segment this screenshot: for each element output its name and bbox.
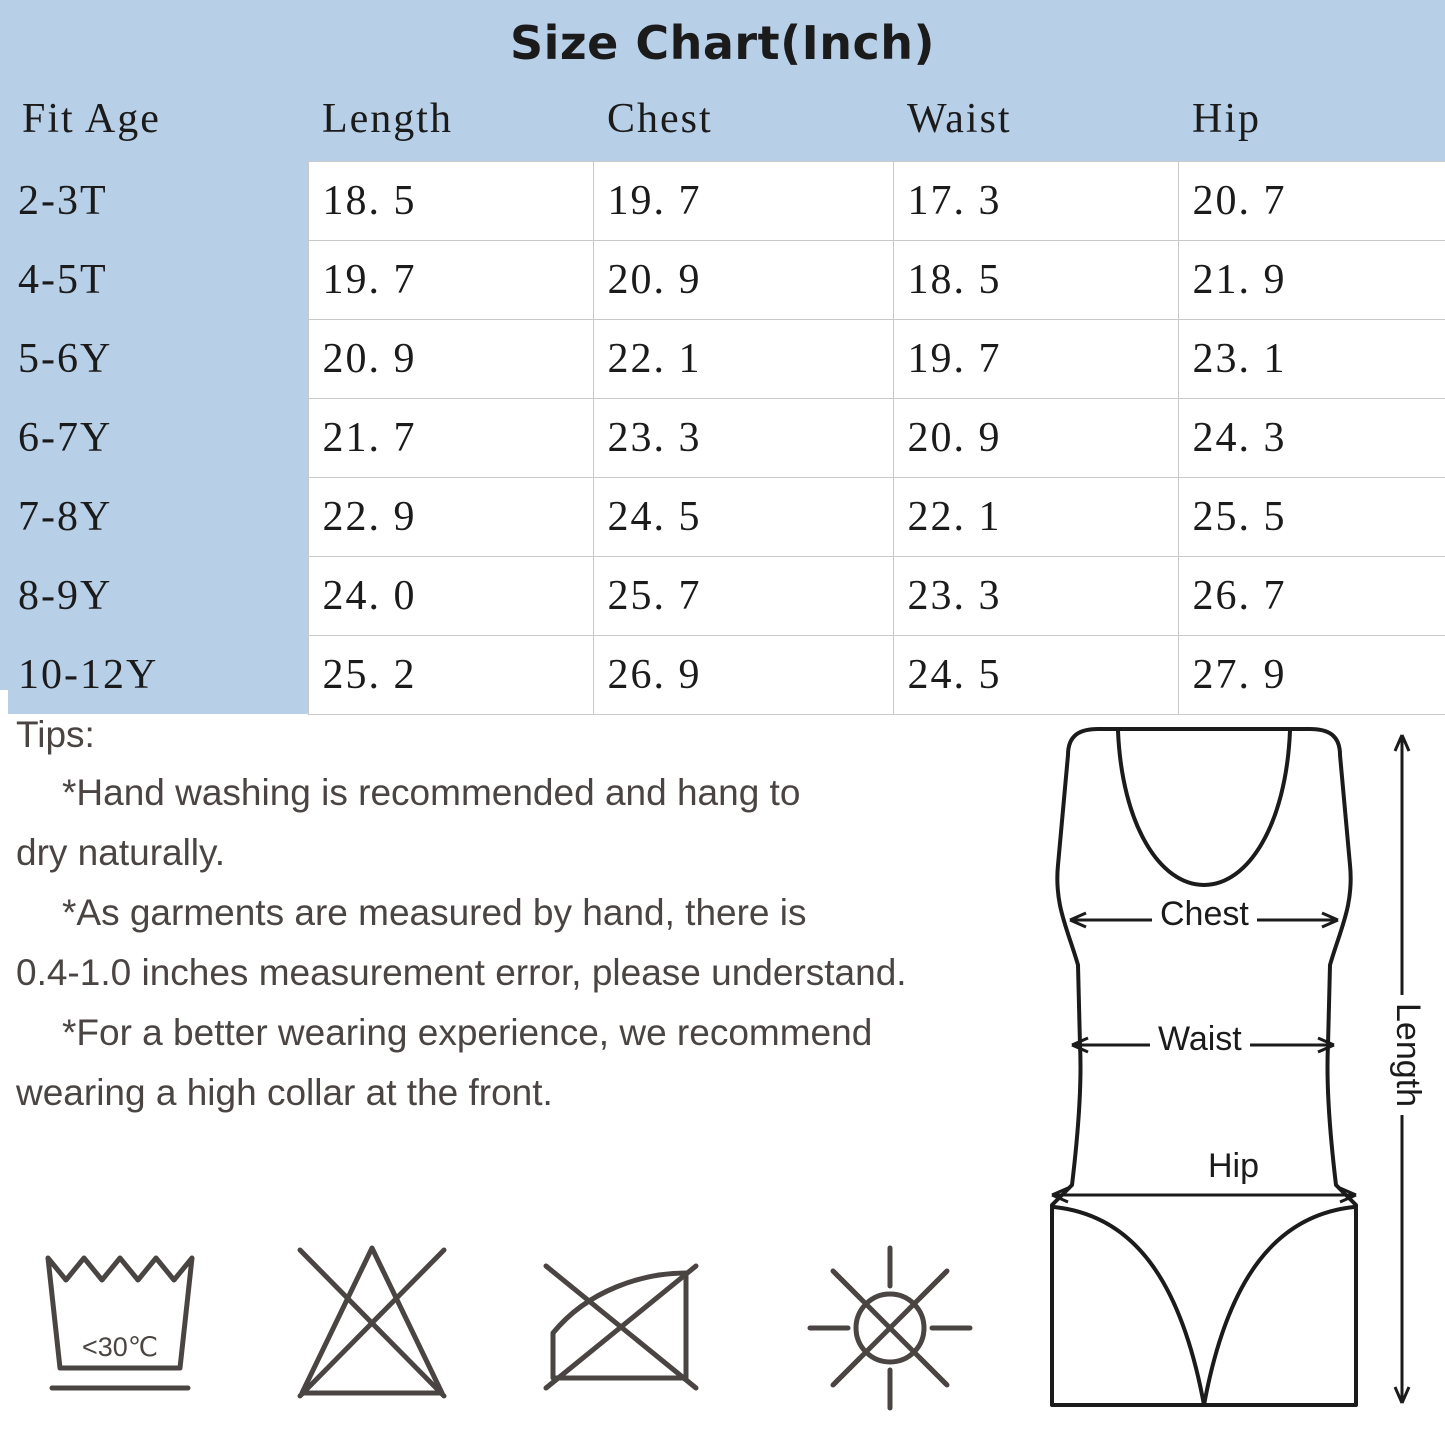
cell-hip: 27. 9	[1178, 635, 1445, 714]
column-header-waist: Waist	[893, 77, 1178, 162]
cell-waist: 24. 5	[893, 635, 1178, 714]
tips-line: 0.4-1.0 inches measurement error, please understand.	[16, 952, 907, 994]
cell-length: 19. 7	[308, 240, 593, 319]
chest-measure-label: Chest	[1152, 895, 1257, 934]
cell-hip: 21. 9	[1178, 240, 1445, 319]
do-not-bleach-icon	[282, 1228, 462, 1418]
tips-section	[16, 706, 1046, 1123]
hip-measure-label: Hip	[1200, 1147, 1267, 1186]
cell-age: 8-9Y	[8, 556, 308, 635]
size-table	[8, 77, 1445, 715]
table-row	[8, 477, 1445, 556]
tips-line: *Hand washing is recommended and hang to	[62, 772, 801, 814]
size-chart-block	[0, 0, 1445, 698]
column-header-chest: Chest	[593, 77, 893, 162]
cell-chest: 22. 1	[593, 319, 893, 398]
tips-line: dry naturally.	[16, 832, 226, 874]
cell-length: 20. 9	[308, 319, 593, 398]
cell-hip: 24. 3	[1178, 398, 1445, 477]
table-row	[8, 240, 1445, 319]
wash-temp-label: <30℃	[81, 1332, 159, 1362]
cell-hip: 20. 7	[1178, 161, 1445, 240]
waist-measure-label: Waist	[1150, 1020, 1250, 1059]
cell-waist: 23. 3	[893, 556, 1178, 635]
wash-max-30-icon	[30, 1228, 210, 1418]
do-not-iron-icon	[528, 1228, 708, 1418]
cell-hip: 25. 5	[1178, 477, 1445, 556]
cell-age: 6-7Y	[8, 398, 308, 477]
tips-heading: Tips:	[16, 714, 95, 755]
cell-age: 5-6Y	[8, 319, 308, 398]
cell-length: 21. 7	[308, 398, 593, 477]
cell-chest: 24. 5	[593, 477, 893, 556]
table-row	[8, 161, 1445, 240]
column-header-age: Fit Age	[8, 77, 308, 162]
cell-length: 25. 2	[308, 635, 593, 714]
cell-hip: 23. 1	[1178, 319, 1445, 398]
table-header-row	[8, 77, 1445, 162]
cell-chest: 25. 7	[593, 556, 893, 635]
cell-waist: 22. 1	[893, 477, 1178, 556]
cell-waist: 17. 3	[893, 161, 1178, 240]
cell-length: 24. 0	[308, 556, 593, 635]
cell-age: 7-8Y	[8, 477, 308, 556]
table-row	[8, 398, 1445, 477]
do-not-tumble-dry-sun-icon	[800, 1228, 980, 1418]
cell-chest: 23. 3	[593, 398, 893, 477]
tips-line: *As garments are measured by hand, there is	[62, 892, 807, 934]
cell-chest: 20. 9	[593, 240, 893, 319]
tips-line: *For a better wearing experience, we recommend	[62, 1012, 873, 1054]
table-row	[8, 556, 1445, 635]
cell-hip: 26. 7	[1178, 556, 1445, 635]
cell-waist: 20. 9	[893, 398, 1178, 477]
cell-age: 2-3T	[8, 161, 308, 240]
chart-title: Size Chart(Inch)	[509, 16, 936, 70]
table-row	[8, 635, 1445, 714]
column-header-length: Length	[308, 77, 593, 162]
cell-waist: 18. 5	[893, 240, 1178, 319]
tips-line: wearing a high collar at the front.	[16, 1072, 553, 1114]
cell-chest: 19. 7	[593, 161, 893, 240]
column-header-hip: Hip	[1178, 77, 1445, 162]
leotard-outline	[1010, 715, 1440, 1430]
cell-length: 22. 9	[308, 477, 593, 556]
cell-chest: 26. 9	[593, 635, 893, 714]
garment-diagram	[1010, 715, 1440, 1430]
care-symbols	[20, 1228, 1020, 1428]
cell-length: 18. 5	[308, 161, 593, 240]
cell-age: 10-12Y	[8, 635, 308, 714]
cell-waist: 19. 7	[893, 319, 1178, 398]
length-measure-label: Length	[1388, 995, 1427, 1115]
cell-age: 4-5T	[8, 240, 308, 319]
table-row	[8, 319, 1445, 398]
